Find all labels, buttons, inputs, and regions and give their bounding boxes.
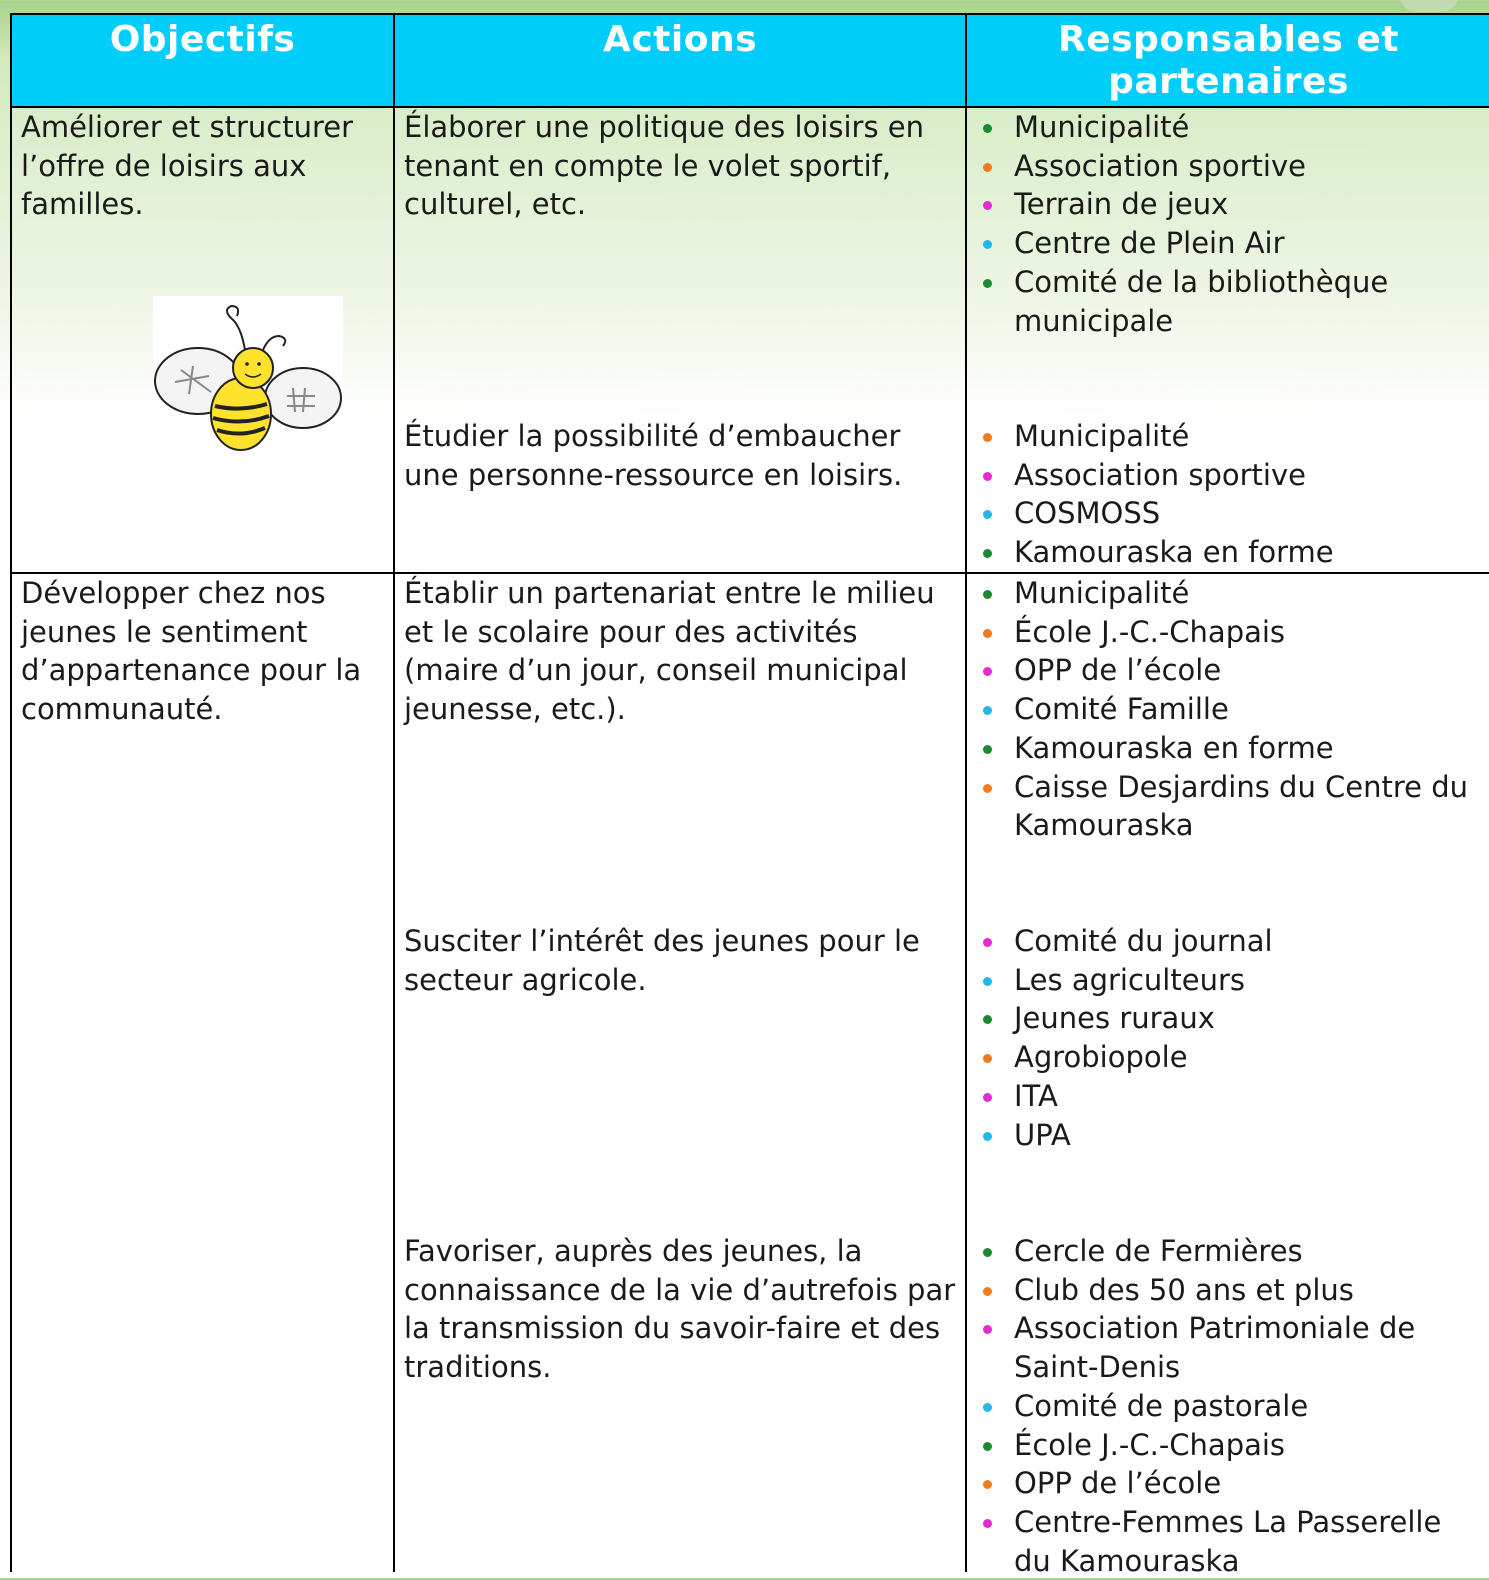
list-item	[976, 108, 1482, 147]
partner-name: Terrain de jeux	[1014, 187, 1229, 222]
partner-name: École J.-C.-Chapais	[1014, 1427, 1286, 1462]
partners-list	[976, 108, 1482, 417]
list-item	[976, 1503, 1482, 1580]
bullet-dot	[983, 201, 992, 210]
objective-text: Développer chez nos jeunes le sentiment d’appartenance pour la communauté.	[21, 576, 362, 727]
list-item	[976, 922, 1482, 961]
partner-name: COSMOSS	[1014, 496, 1161, 531]
action-text: Favoriser, auprès des jeunes, la connaissance de la vie d’autrefois par la transmission du savoir-faire et des traditions.	[404, 1234, 956, 1385]
partner-name: Kamouraska en forme	[1014, 535, 1334, 570]
partner-name: Comité de pastorale	[1014, 1388, 1309, 1423]
partner-name: Agrobiopole	[1014, 1040, 1188, 1075]
partner-name: Comité du journal	[1014, 924, 1273, 958]
bullet-dot	[983, 977, 992, 986]
table-row	[11, 573, 1489, 922]
bullet-dot	[983, 279, 992, 288]
list-item	[976, 1116, 1482, 1155]
bullet-dot	[983, 433, 992, 442]
partner-name: Centre-Femmes La Passerelle du Kamouraska	[1014, 1504, 1442, 1578]
list-item	[976, 1464, 1482, 1503]
bullet-dot	[983, 938, 992, 947]
list-item	[976, 574, 1482, 613]
partner-name: Association sportive	[1014, 148, 1306, 183]
action-cell	[394, 417, 966, 573]
bullet-dot	[983, 1442, 992, 1451]
partner-name: Association sportive	[1014, 457, 1306, 492]
bee-icon	[153, 296, 343, 456]
list-item	[976, 1387, 1482, 1426]
bullet-dot	[983, 590, 992, 599]
partner-name: Cercle de Fermières	[1014, 1234, 1303, 1268]
list-item	[976, 456, 1482, 495]
action-plan-table	[10, 13, 1489, 1578]
bullet-dot	[983, 1054, 992, 1063]
partner-name: Municipalité	[1014, 576, 1190, 610]
partner-name: UPA	[1014, 1117, 1071, 1152]
partners-list	[976, 922, 1482, 1232]
list-item	[976, 690, 1482, 729]
bullet-dot	[983, 549, 992, 558]
list-item	[976, 729, 1482, 768]
list-item	[976, 147, 1482, 186]
objective-text: Améliorer et structurer l’offre de loisirs aux familles.	[21, 110, 354, 222]
bullet-dot	[983, 1015, 992, 1024]
action-text: Étudier la possibilité d’embaucher une personne-ressource en loisirs.	[404, 419, 903, 492]
bullet-dot	[983, 1132, 992, 1141]
partner-name: Municipalité	[1014, 419, 1190, 453]
list-item	[976, 999, 1482, 1038]
partner-name: Comité Famille	[1014, 692, 1229, 727]
list-item	[976, 1038, 1482, 1077]
partner-name: ITA	[1014, 1078, 1058, 1113]
action-cell	[394, 1232, 966, 1572]
list-item	[976, 533, 1482, 572]
list-item	[976, 1426, 1482, 1465]
bullet-dot	[983, 745, 992, 754]
list-item	[976, 651, 1482, 690]
list-item	[976, 185, 1482, 224]
list-item	[976, 494, 1482, 533]
list-item	[976, 1077, 1482, 1116]
partner-name: Jeunes ruraux	[1014, 1001, 1215, 1036]
bullet-dot	[983, 1480, 992, 1489]
partners-cell	[966, 107, 1489, 417]
bullet-dot	[983, 667, 992, 676]
bullet-dot	[983, 124, 992, 133]
objective-cell	[11, 573, 394, 1572]
partners-cell	[966, 417, 1489, 573]
table-row	[11, 107, 1489, 417]
list-item	[976, 417, 1482, 456]
header-objectifs: Objectifs	[11, 14, 394, 107]
bullet-dot	[983, 1287, 992, 1296]
corner-leaf-decoration	[1399, 0, 1459, 12]
partner-name: Association Patrimoniale de Saint-Denis	[1014, 1311, 1416, 1385]
partner-name: Les agriculteurs	[1014, 962, 1245, 997]
bullet-dot	[983, 1248, 992, 1257]
bullet-dot	[983, 1403, 992, 1412]
objective-cell	[11, 107, 394, 573]
partners-cell	[966, 573, 1489, 922]
bullet-dot	[983, 1325, 992, 1334]
partner-name: Club des 50 ans et plus	[1014, 1272, 1354, 1307]
partner-name: Kamouraska en forme	[1014, 730, 1334, 765]
partners-list	[976, 417, 1482, 572]
header-actions: Actions	[394, 14, 966, 107]
partners-cell	[966, 1232, 1489, 1578]
partner-name: Caisse Desjardins du Centre du Kamouraska	[1014, 769, 1469, 843]
list-item	[976, 1232, 1482, 1271]
bullet-dot	[983, 706, 992, 715]
bullet-dot	[983, 1093, 992, 1102]
bullet-dot	[983, 472, 992, 481]
bullet-dot	[983, 1519, 992, 1528]
partners-list	[976, 574, 1482, 922]
header-responsables: Responsables et partenaires	[966, 14, 1489, 107]
bullet-dot	[983, 163, 992, 172]
partner-name: Municipalité	[1014, 110, 1190, 144]
bullet-dot	[983, 240, 992, 249]
action-text: Susciter l’intérêt des jeunes pour le secteur agricole.	[404, 924, 920, 997]
list-item	[976, 768, 1482, 845]
action-cell	[394, 107, 966, 417]
list-item	[976, 1309, 1482, 1386]
list-item	[976, 1271, 1482, 1310]
list-item	[976, 613, 1482, 652]
list-item	[976, 224, 1482, 263]
list-item	[976, 263, 1482, 340]
partner-name: OPP de l’école	[1014, 1466, 1222, 1501]
bullet-dot	[983, 629, 992, 638]
header-row	[11, 14, 1489, 107]
partner-name: OPP de l’école	[1014, 653, 1222, 688]
partners-list	[976, 1232, 1482, 1578]
action-cell	[394, 573, 966, 922]
action-cell	[394, 922, 966, 1232]
partner-name: Comité de la bibliothèque municipale	[1014, 264, 1389, 338]
action-text: Élaborer une politique des loisirs en tenant en compte le volet sportif, culturel, etc.	[404, 110, 925, 222]
action-text: Établir un partenariat entre le milieu et le scolaire pour des activités (maire d’un jour, conseil municipal jeunesse, etc.).	[404, 576, 935, 727]
partner-name: École J.-C.-Chapais	[1014, 614, 1286, 649]
bullet-dot	[983, 510, 992, 519]
partner-name: Centre de Plein Air	[1014, 226, 1285, 261]
list-item	[976, 961, 1482, 1000]
bullet-dot	[983, 784, 992, 793]
partners-cell	[966, 922, 1489, 1232]
